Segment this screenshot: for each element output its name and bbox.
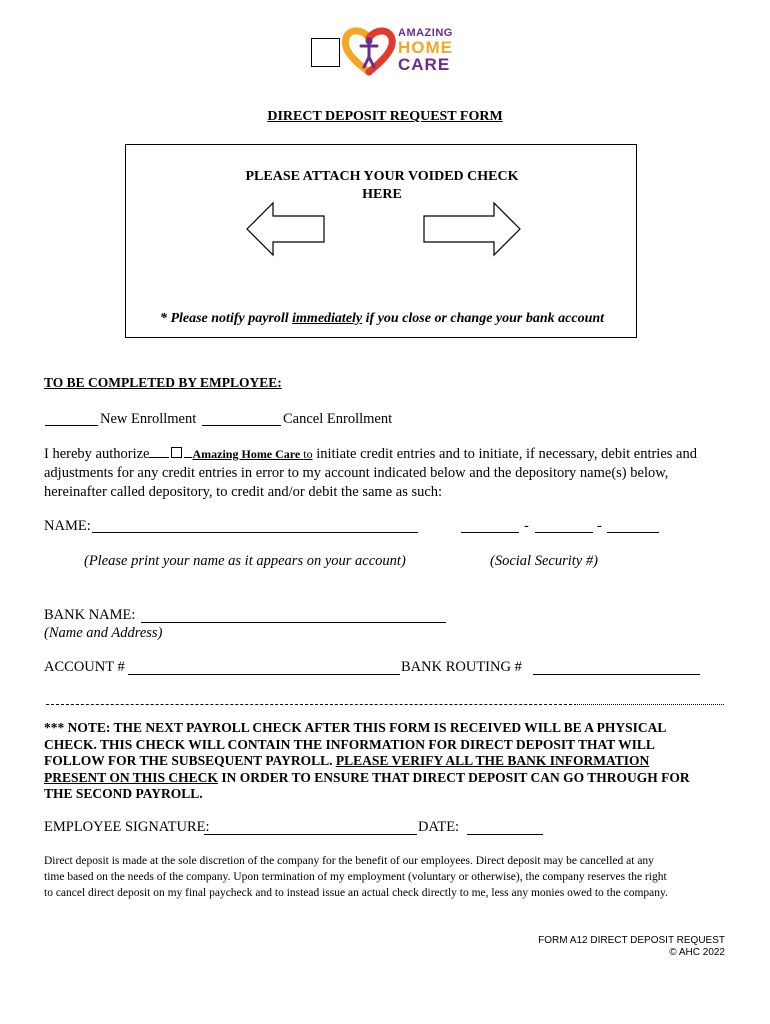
date-input-line[interactable] [467, 834, 543, 835]
payroll-note [44, 720, 725, 803]
form-footer [538, 935, 725, 959]
authorization-line2: adjustments for any credit entries in error to my account indicated below and the depository name(s) below, [44, 465, 669, 481]
note-line4-underlined: PRESENT ON THIS CHECK [44, 769, 218, 785]
new-enrollment-label: New Enrollment [100, 411, 197, 427]
signature-label: EMPLOYEE SIGNATURE: [44, 819, 210, 835]
dashed-separator-tight [574, 704, 724, 705]
disclaimer-line2: time based on the needs of the company. Upon termination of my employment (voluntary or otherwise), the company reserves the right [44, 871, 667, 883]
authorize-line1-rest: initiate credit entries and to initiate, if necessary, debit entries and [312, 446, 697, 462]
employee-section-heading: TO BE COMPLETED BY EMPLOYEE: [44, 375, 282, 390]
ssn-hint: (Social Security #) [490, 553, 598, 569]
ssn-part2-line[interactable] [535, 532, 593, 533]
account-label: ACCOUNT # [44, 659, 125, 675]
disclaimer-line1: Direct deposit is made at the sole discretion of the company for the benefit of our employees. Direct deposit may be cancelled at any [44, 855, 654, 867]
bank-name-input-line[interactable] [141, 622, 446, 623]
notice-emphasis: immediately [292, 311, 363, 326]
ssn-part3-line[interactable] [607, 532, 659, 533]
notice-post: if you close or change your bank account [362, 311, 605, 326]
authorize-pre: I hereby authorize [44, 446, 150, 462]
note-line3-pre: FOLLOW FOR THE SUBSEQUENT PAYROLL. [44, 753, 336, 768]
note-line4-post: IN ORDER TO ENSURE THAT DIRECT DEPOSIT CAN GO THROUGH FOR [217, 769, 690, 785]
cancel-enrollment-label: Cancel Enrollment [283, 411, 393, 427]
routing-input-line[interactable] [533, 674, 700, 675]
ssn-separator-1: - [524, 518, 529, 534]
ssn-part1-line[interactable] [461, 532, 519, 533]
date-label: DATE: [418, 819, 460, 835]
account-input-line[interactable] [128, 674, 400, 675]
name-label: NAME: [44, 518, 91, 534]
company-checkbox[interactable] [171, 447, 182, 458]
authorization-line1 [44, 445, 725, 464]
routing-label: BANK ROUTING # [401, 659, 522, 675]
authorize-to: to [303, 447, 313, 461]
disclaimer-paragraph [44, 853, 725, 901]
note-line2: CHECK. THIS CHECK WILL CONTAIN THE INFORMATION FOR DIRECT DEPOSIT THAT WILL [44, 736, 655, 752]
authorization-paragraph [44, 445, 725, 502]
payroll-notice [126, 311, 638, 327]
logo-word-amazing: AMAZING [398, 27, 453, 39]
attach-heading-line2: HERE [362, 187, 402, 202]
footer-copyright: © AHC 2022 [669, 947, 725, 958]
name-input-line[interactable] [92, 532, 418, 533]
note-line3 [44, 753, 725, 770]
notice-pre: * Please notify payroll [159, 311, 293, 326]
logo-word-home: HOME [398, 38, 453, 57]
company-blank[interactable] [149, 445, 169, 458]
attach-heading-line1: PLEASE ATTACH YOUR VOIDED CHECK [245, 169, 519, 184]
disclaimer-line3: to cancel direct deposit on my final paycheck and to instead issue an actual check directly to me, less any monies owed to the company. [44, 887, 668, 899]
new-enrollment-blank[interactable] [45, 425, 98, 426]
company-name: Amazing Home Care [192, 447, 301, 461]
logo-word-care: CARE [398, 55, 451, 74]
empty-checkbox[interactable] [311, 38, 340, 67]
signature-input-line[interactable] [204, 834, 417, 835]
name-hint: (Please print your name as it appears on your account) [84, 553, 406, 569]
bank-name-label: BANK NAME: [44, 607, 136, 623]
dashed-separator [46, 704, 572, 705]
attach-check-box [125, 144, 637, 338]
note-line3-underlined: PLEASE VERIFY ALL THE BANK INFORMATION [335, 753, 650, 768]
arrow-right-icon [422, 201, 522, 257]
cancel-enrollment-blank[interactable] [202, 425, 281, 426]
heart-logo-icon [340, 26, 398, 76]
form-title: DIRECT DEPOSIT REQUEST FORM [267, 109, 503, 124]
note-line4 [44, 770, 725, 787]
footer-form-name: FORM A12 DIRECT DEPOSIT REQUEST [538, 935, 725, 946]
bank-name-hint: (Name and Address) [44, 625, 163, 641]
arrow-left-icon [246, 201, 326, 257]
note-line1: *** NOTE: THE NEXT PAYROLL CHECK AFTER THIS FORM IS RECEIVED WILL BE A PHYSICAL [44, 720, 667, 735]
authorization-line3: hereinafter called depository, to credit and/or debit the same as such: [44, 484, 443, 500]
ssn-separator-2: - [597, 518, 602, 534]
logo-wordmark [398, 27, 458, 73]
note-line5: THE SECOND PAYROLL. [44, 786, 203, 801]
